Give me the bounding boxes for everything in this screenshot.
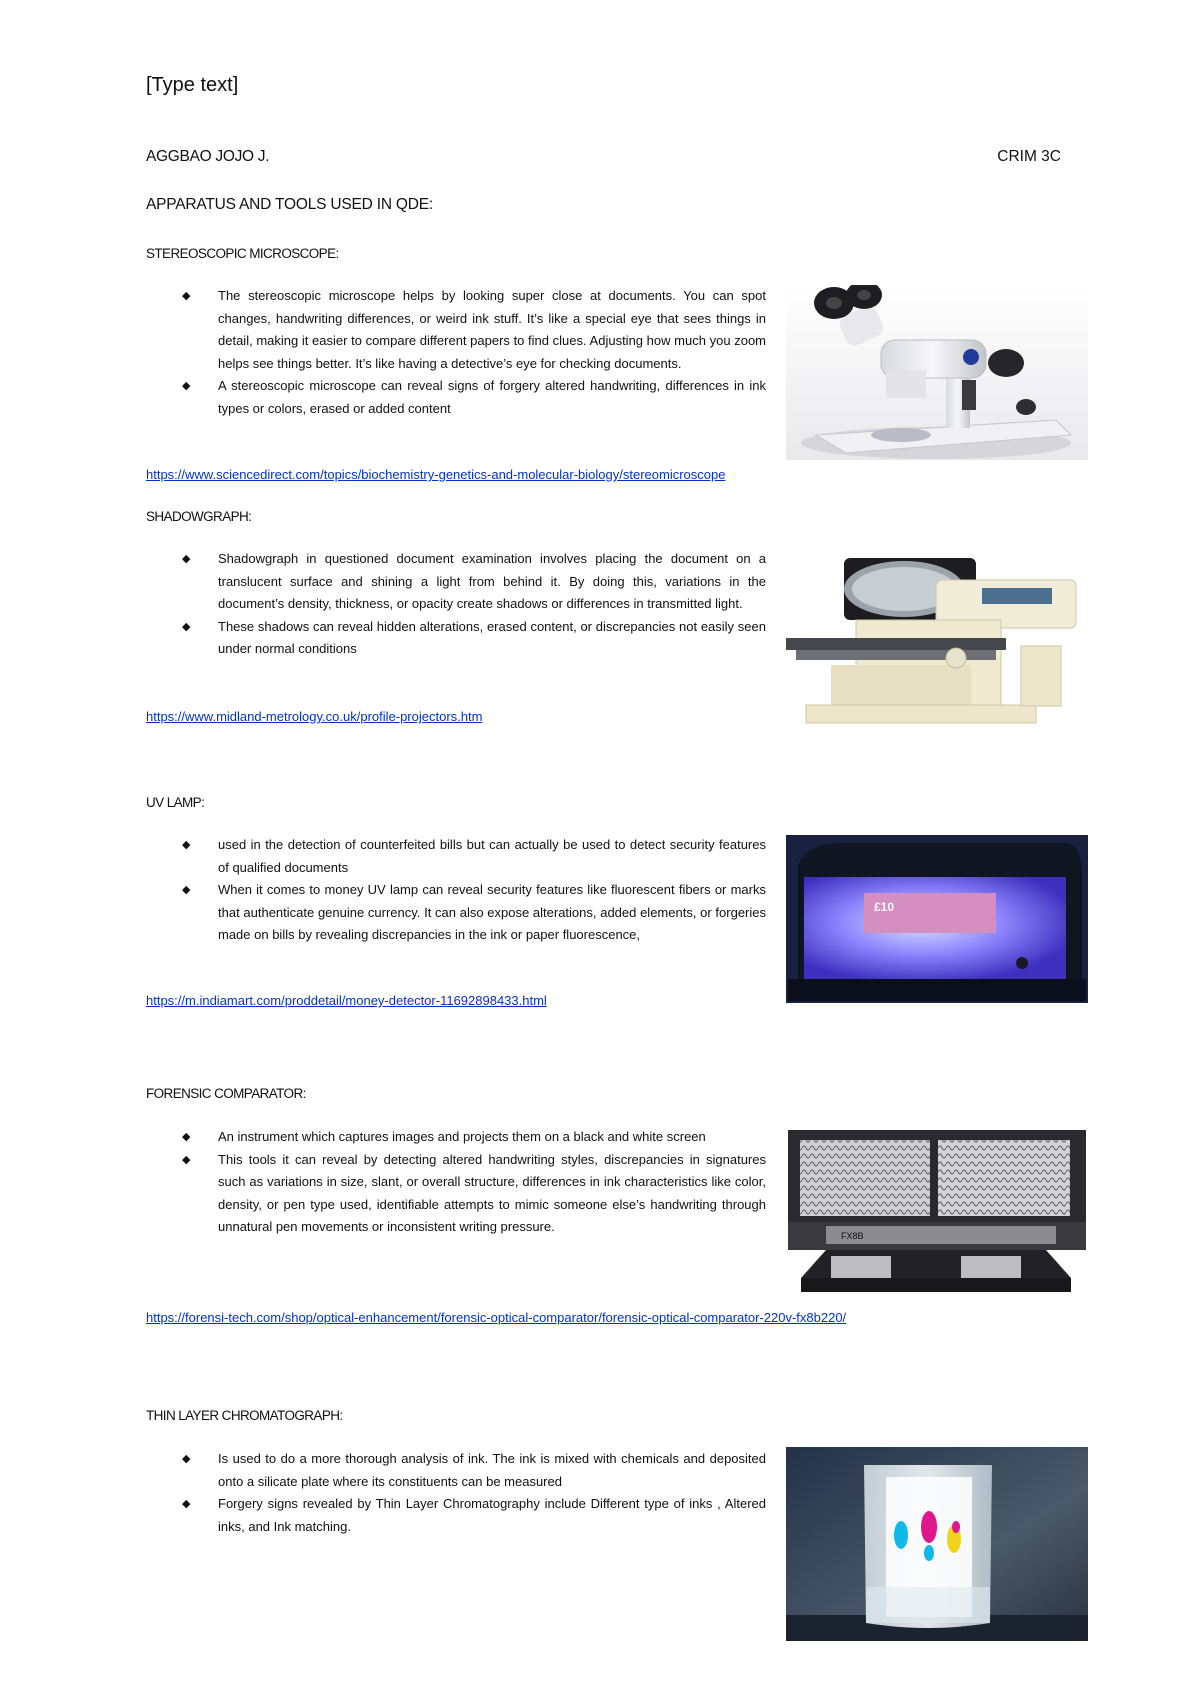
source-link-shadowgraph[interactable]: https://www.midland-metrology.co.uk/profile-projectors.htm	[146, 709, 483, 724]
list-item-text: This tools it can reveal by detecting altered handwriting styles, discrepancies in signatures such as variations in size, slant, or overall structure, differences in ink characteristics like color, density, or pen type used, identifiable attempts to mimic someone else’s handwriting through unnatural pen movements or inconsistent writing pressure.	[218, 1151, 766, 1235]
section-heading-forensic-comparator: FORENSIC COMPARATOR:	[146, 1086, 306, 1101]
tlc-beaker-icon	[786, 1447, 1088, 1641]
forensic-comparator-image	[786, 1128, 1088, 1298]
bullet-icon: ◆	[182, 839, 191, 851]
list-item-text: A stereoscopic microscope can reveal signs of forgery altered handwriting, differences in ink types or colors, erased or added content	[218, 378, 766, 416]
bullet-icon: ◆	[182, 1153, 191, 1166]
bullet-icon: ◆	[182, 290, 191, 302]
list-item	[180, 1448, 766, 1493]
author-name: AGGBAO JOJO J.	[146, 148, 270, 165]
banknote-text: £10	[874, 900, 895, 914]
class-name: CRIM 3C	[997, 148, 1061, 165]
list-item-text: These shadows can reveal hidden alterations, erased content, or discrepancies not easily seen under normal conditions	[218, 618, 766, 657]
stereo-microscope-icon	[786, 285, 1088, 460]
profile-projector-image	[786, 550, 1088, 725]
list-item-text: The stereoscopic microscope helps by looking super close at documents. You can spot changes, handwriting differences, or weird ink stuff. It’s like a special eye that sees things in detail, making it easier to compare different papers to find clues. Adjusting how much you zoom helps see things better. It’s like having a detective’s eye for checking documents.	[218, 288, 766, 371]
list-item	[180, 1149, 766, 1239]
list-item-text: Forgery signs revealed by Thin Layer Chromatography include Different type of inks , Altered inks, and Ink matching.	[218, 1496, 766, 1534]
list-item	[180, 285, 766, 375]
list-item-text: Shadowgraph in questioned document examination involves placing the document on a translucent surface and shining a light from behind it. By doing this, variations in the document’s density, thickness, or opacity create shadows or differences in transmitted light.	[218, 551, 766, 612]
list-item	[180, 375, 766, 420]
section-heading-uv-lamp: UV LAMP:	[146, 795, 205, 810]
source-link-uv-lamp[interactable]: https://m.indiamart.com/proddetail/money-detector-11692898433.html	[146, 993, 547, 1008]
list-item-text: used in the detection of counterfeited bills but can actually be used to detect security features of qualified documents	[218, 837, 766, 875]
list-item	[180, 548, 766, 616]
source-link-stereoscopic-microscope[interactable]: https://www.sciencedirect.com/topics/biochemistry-genetics-and-molecular-biology/stereomicroscope	[146, 467, 726, 482]
header-placeholder: [Type text]	[146, 74, 239, 96]
section-heading-shadowgraph: SHADOWGRAPH:	[146, 509, 252, 524]
section-heading-stereoscopic-microscope: STEREOSCOPIC MICROSCOPE:	[146, 246, 339, 261]
list-item	[180, 1126, 766, 1149]
forensic-comparator-icon	[786, 1128, 1088, 1298]
bullet-list-uv-lamp	[180, 834, 766, 947]
list-item	[180, 1493, 766, 1538]
list-item	[180, 879, 766, 947]
tlc-beaker-image	[786, 1447, 1088, 1641]
bullet-icon: ◆	[182, 1498, 191, 1511]
bullet-list-stereoscopic-microscope	[180, 285, 766, 421]
section-heading-thin-layer-chromatograph: THIN LAYER CHROMATOGRAPH:	[146, 1408, 343, 1423]
bullet-list-forensic-comparator	[180, 1126, 766, 1239]
document-title: APPARATUS AND TOOLS USED IN QDE:	[146, 196, 434, 213]
bullet-icon: ◆	[182, 1453, 191, 1465]
source-link-forensic-comparator[interactable]: https://forensi-tech.com/shop/optical-enhancement/forensic-optical-comparator/forensic-optical-comparator-220v-fx8b220/	[146, 1310, 847, 1325]
uv-lamp-icon	[786, 835, 1088, 1003]
comparator-label: FX8B	[841, 1231, 864, 1241]
bullet-icon: ◆	[182, 380, 191, 393]
bullet-icon: ◆	[182, 553, 191, 565]
list-item	[180, 834, 766, 879]
list-item-text: When it comes to money UV lamp can reveal security features like fluorescent fibers or marks that authenticate genuine currency. It can also expose alterations, added elements, or forgeries made on bills by revealing discrepancies in the ink or paper fluorescence,	[218, 882, 766, 943]
stereo-microscope-image	[786, 285, 1088, 460]
list-item-text: An instrument which captures images and projects them on a black and white screen	[218, 1129, 706, 1144]
list-item	[180, 616, 766, 661]
bullet-icon: ◆	[182, 1131, 191, 1143]
profile-projector-icon	[786, 550, 1088, 725]
bullet-list-shadowgraph	[180, 548, 766, 661]
bullet-icon: ◆	[182, 620, 191, 633]
list-item-text: Is used to do a more thorough analysis of ink. The ink is mixed with chemicals and deposited onto a silicate plate where its constituents can be measured	[218, 1451, 766, 1489]
bullet-icon: ◆	[182, 884, 191, 897]
uv-lamp-image	[786, 835, 1088, 1003]
bullet-list-thin-layer-chromatograph	[180, 1448, 766, 1538]
